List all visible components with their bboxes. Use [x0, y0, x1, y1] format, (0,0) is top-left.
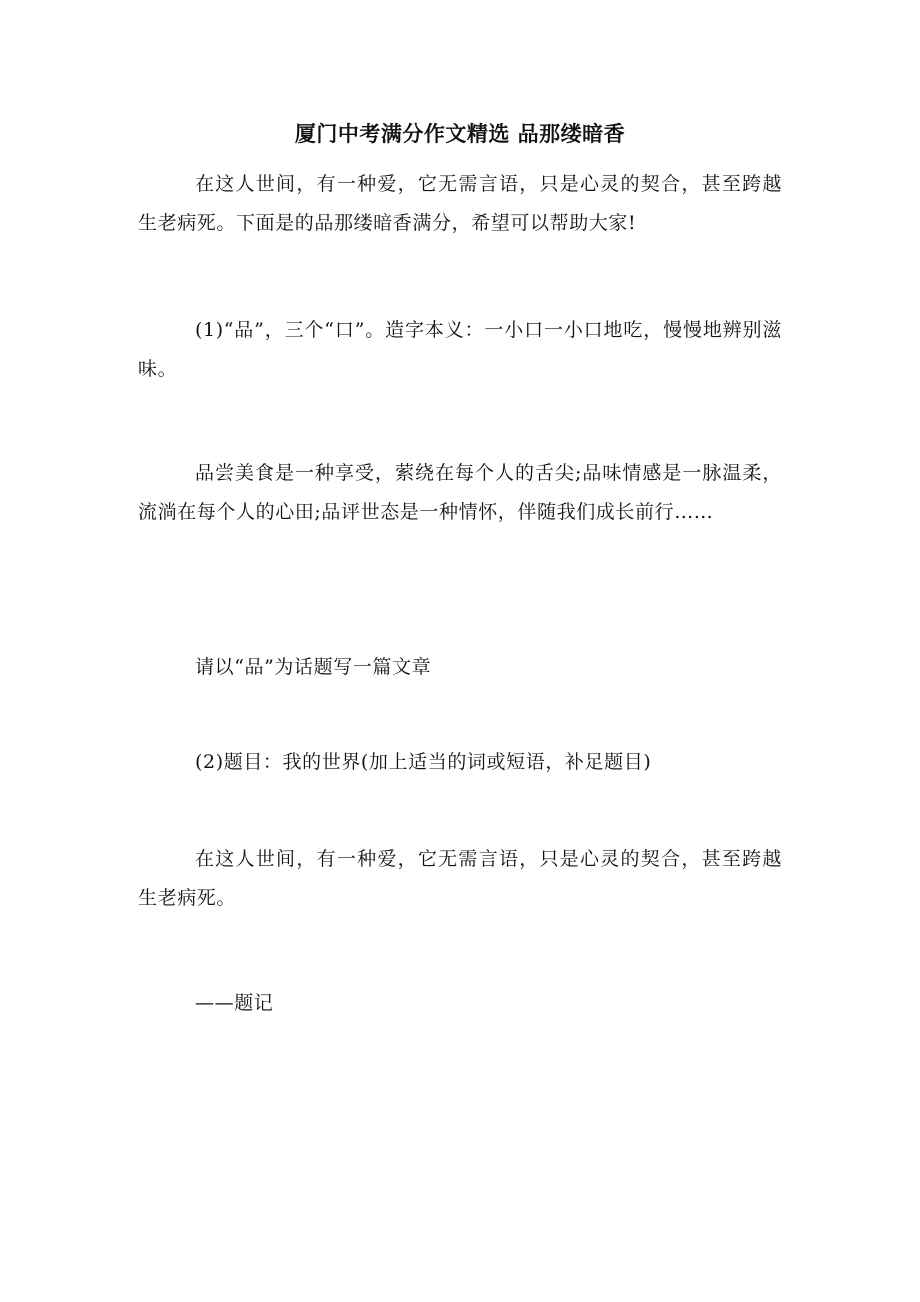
paragraph-prompt-description: 品尝美食是一种享受，萦绕在每个人的舌尖;品味情感是一脉温柔，流淌在每个人的心田;品评世态是一种情怀，伴随我们成长前行…… — [138, 462, 782, 523]
paragraph-prompt-instruction: 请以“品”为话题写一篇文章 — [195, 656, 432, 678]
paragraph-prompt-1: (1)“品”，三个“口”。造字本义：一小口一小口地吃，慢慢地辨别滋味。 — [138, 319, 782, 380]
paragraph-epigraph: 在这人世间，有一种爱，它无需言语，只是心灵的契合，甚至跨越生老病死。 — [138, 848, 782, 909]
paragraph-intro: 在这人世间，有一种爱，它无需言语，只是心灵的契合，甚至跨越生老病死。下面是的品那缕暗香满分，希望可以帮助大家! — [138, 173, 782, 234]
document-title: 厦门中考满分作文精选 品那缕暗香 — [294, 121, 626, 146]
paragraph-prompt-2: (2)题目：我的世界(加上适当的词或短语，补足题目) — [195, 751, 652, 773]
paragraph-epigraph-attribution: ——题记 — [195, 992, 274, 1014]
